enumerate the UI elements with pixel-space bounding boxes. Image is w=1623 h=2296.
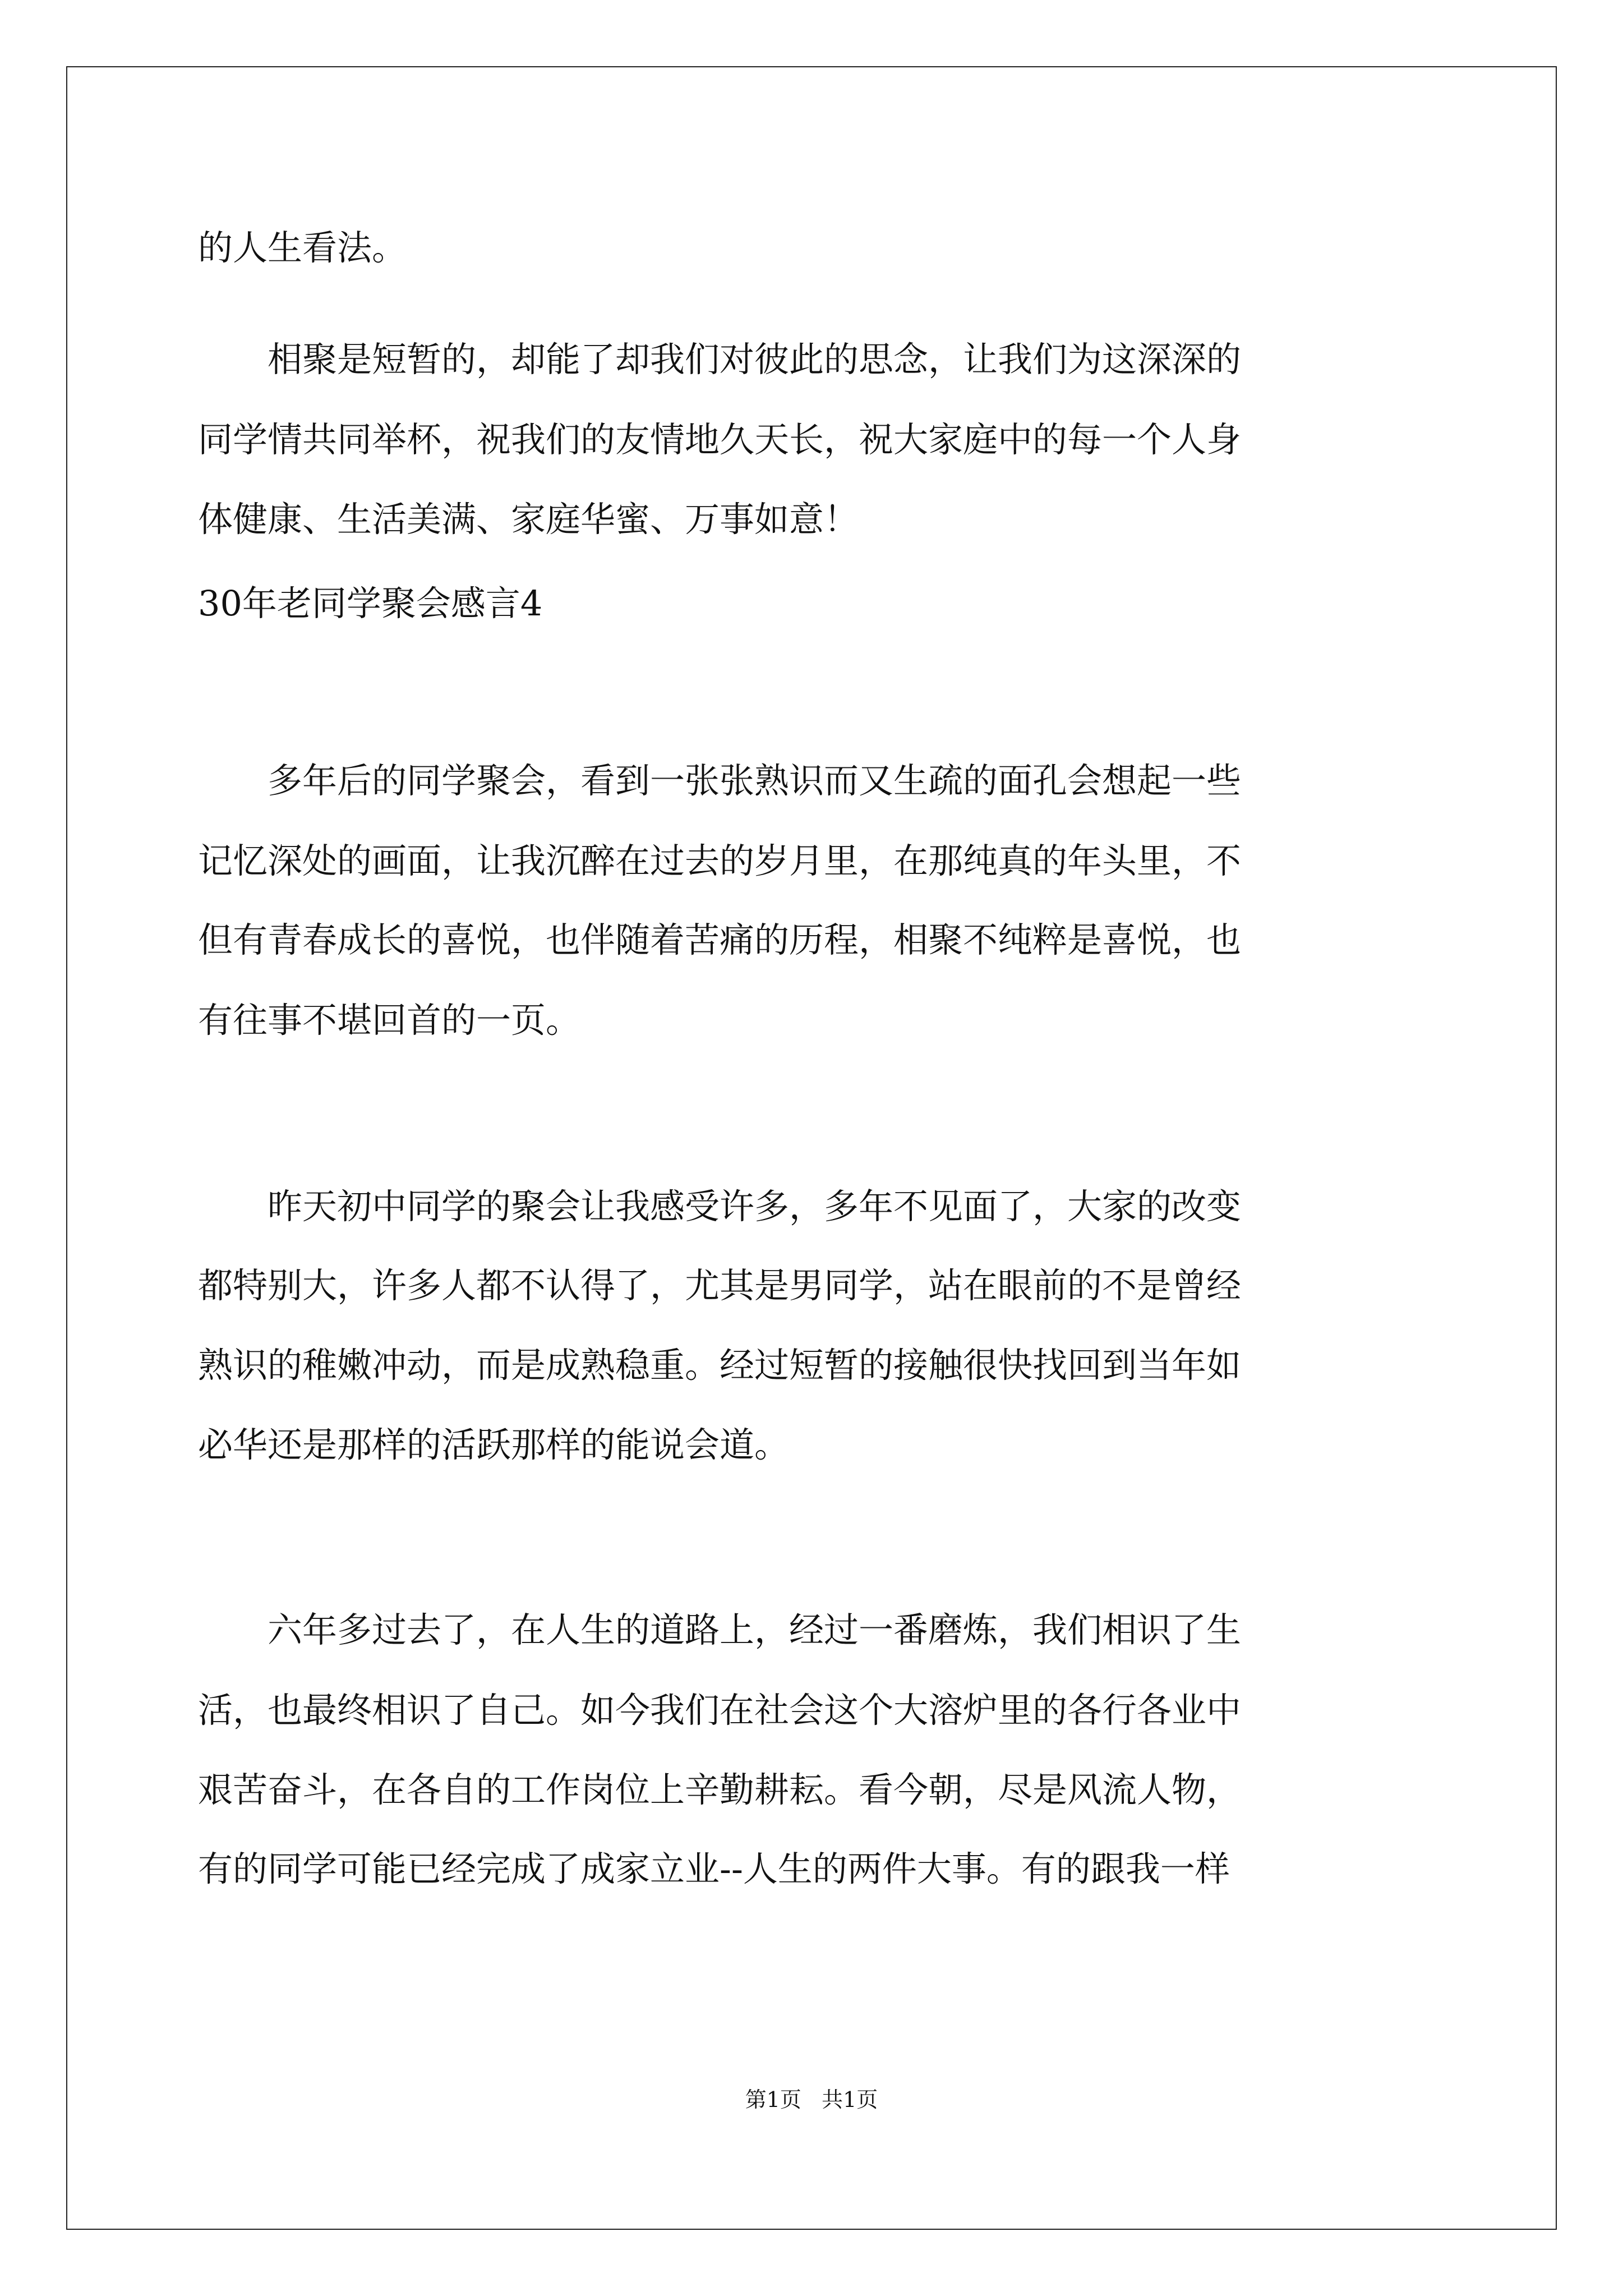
text-line: 艰苦奋斗，在各自的工作岗位上辛勤耕耘。看今朝，尽是风流人物， [198, 1769, 1242, 1810]
text-line: 必华还是那样的活跃那样的能说会道。 [198, 1424, 790, 1465]
text-line: 熟识的稚嫩冲动，而是成熟稳重。经过短暂的接触很快找回到当年如 [198, 1345, 1242, 1386]
text-line: 但有青春成长的喜悦，也伴随着苦痛的历程，相聚不纯粹是喜悦，也 [198, 919, 1242, 960]
text-line: 有的同学可能已经完成了成家立业--人生的两件大事。有的跟我一样 [198, 1848, 1230, 1889]
text-line: 多年后的同学聚会，看到一张张熟识而又生疏的面孔会想起一些 [198, 760, 1242, 801]
text-line: 同学情共同举杯，祝我们的友情地久天长，祝大家庭中的每一个人身 [198, 419, 1242, 460]
text-line: 六年多过去了，在人生的道路上，经过一番磨炼，我们相识了生 [198, 1609, 1242, 1650]
text-line: 都特别大，许多人都不认得了，尤其是男同学，站在眼前的不是曾经 [198, 1265, 1242, 1306]
text-line: 的人生看法。 [198, 227, 407, 268]
text-line: 昨天初中同学的聚会让我感受许多，多年不见面了，大家的改变 [198, 1186, 1242, 1227]
text-line: 有往事不堪回首的一页。 [198, 1000, 581, 1041]
section-heading: 30年老同学聚会感言4 [198, 583, 543, 624]
text-line: 记忆深处的画面，让我沉醉在过去的岁月里，在那纯真的年头里，不 [198, 840, 1242, 881]
text-line: 相聚是短暂的，却能了却我们对彼此的思念，让我们为这深深的 [198, 339, 1242, 380]
text-line: 活，也最终相识了自己。如今我们在社会这个大溶炉里的各行各业中 [198, 1690, 1242, 1731]
page-footer: 第1页 共1页 [745, 2087, 878, 2112]
page-border [66, 66, 1557, 2230]
text-line: 体健康、生活美满、家庭华蜜、万事如意！ [198, 499, 859, 540]
